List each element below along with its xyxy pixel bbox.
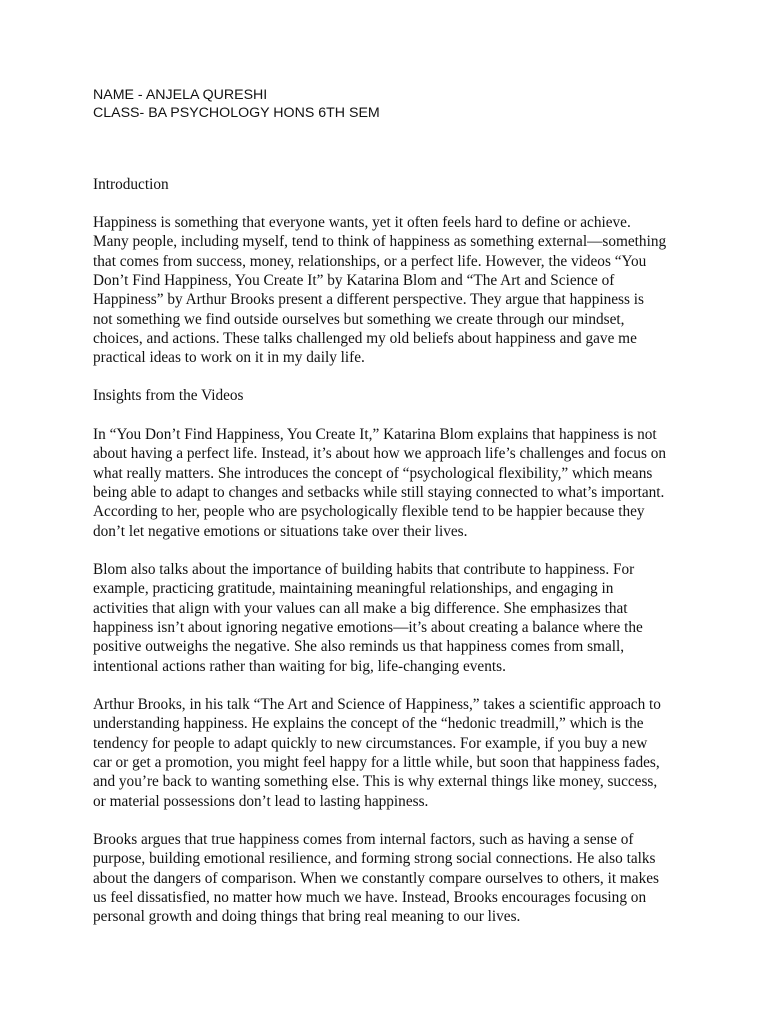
blom-paragraph-1 (93, 425, 666, 541)
intro-paragraph (93, 213, 666, 368)
paragraph-line: Happiness” by Arthur Brooks present a different perspective. They argue that happiness is (93, 291, 644, 309)
paragraph-line: Don’t Find Happiness, You Create It” by Katarina Blom and “The Art and Science of (93, 272, 615, 290)
brooks-paragraph-2 (93, 830, 659, 927)
paragraph-line: Blom also talks about the importance of building habits that contribute to happiness. For (93, 561, 635, 578)
paragraph-line: Arthur Brooks, in his talk “The Art and Science of Happiness,” takes a scientific approach to (93, 696, 661, 713)
paragraph-line: positive outweighs the negative. She also reminds us that happiness comes from small, (93, 638, 625, 656)
paragraph-line: example, practicing gratitude, maintaining meaningful relationships, and engaging in (93, 580, 614, 598)
paragraph-line: Happiness is something that everyone wants, yet it often feels hard to define or achieve. (93, 214, 631, 231)
student-class: CLASS- BA PSYCHOLOGY HONS 6TH SEM (93, 105, 380, 121)
paragraph-line: don’t let negative emotions or situations take over their lives. (93, 522, 468, 540)
paragraph-line: us feel dissatisfied, no matter how much we have. Instead, Brooks encourages focusing on (93, 889, 647, 907)
paragraph-line: being able to adapt to changes and setbacks while still staying connected to what’s important. (93, 484, 665, 502)
paragraph-line: about having a perfect life. Instead, it’s about how we approach life’s challenges and focus on (93, 445, 667, 463)
paragraph-line: Many people, including myself, tend to think of happiness as something external—something (93, 233, 667, 251)
paragraph-line: tendency for people to adapt quickly to new circumstances. For example, if you buy a new (93, 734, 648, 752)
paragraph-line: happiness isn’t about ignoring negative emotions—it’s about creating a balance where the (93, 619, 643, 637)
paragraph-line: car or get a promotion, you might feel happy for a little while, but soon that happiness fades, (93, 754, 660, 772)
student-header (93, 86, 380, 122)
paragraph-line: and you’re back to wanting something else. This is why external things like money, success, (93, 773, 658, 791)
paragraph-line: activities that align with your values can all make a big difference. She emphasizes that (93, 599, 628, 617)
paragraph-line: Brooks argues that true happiness comes from internal factors, such as having a sense of (93, 831, 634, 848)
paragraph-line: practical ideas to work on it in my daily life. (93, 349, 365, 367)
paragraph-line: not something we find outside ourselves but something we create through our mindset, (93, 310, 625, 328)
paragraph-line: purpose, building emotional resilience, and forming strong social connections. He also talks (93, 850, 656, 868)
intro-heading: Introduction (93, 176, 169, 193)
student-name: NAME - ANJELA QURESHI (93, 87, 268, 103)
paragraph-line: or material possessions don’t lead to lasting happiness. (93, 792, 429, 810)
paragraph-line: personal growth and doing things that bring real meaning to our lives. (93, 908, 521, 926)
paragraph-line: In “You Don’t Find Happiness, You Create It,” Katarina Blom explains that happiness is not (93, 426, 657, 443)
paragraph-line: about the dangers of comparison. When we constantly compare ourselves to others, it makes (93, 869, 659, 887)
paragraph-line: that comes from success, money, relationships, or a perfect life. However, the videos “You (93, 252, 647, 270)
blom-paragraph-2 (93, 560, 643, 676)
paragraph-line: what really matters. She introduces the concept of “psychological flexibility,” which means (93, 464, 653, 482)
paragraph-line: choices, and actions. These talks challenged my old beliefs about happiness and gave me (93, 330, 637, 348)
paragraph-line: understanding happiness. He explains the concept of the “hedonic treadmill,” which is the (93, 715, 644, 733)
paragraph-line: intentional actions rather than waiting for big, life-changing events. (93, 657, 506, 675)
insights-heading: Insights from the Videos (93, 387, 244, 404)
paragraph-line: According to her, people who are psychologically flexible tend to be happier because they (93, 503, 645, 521)
brooks-paragraph-1 (93, 695, 661, 811)
